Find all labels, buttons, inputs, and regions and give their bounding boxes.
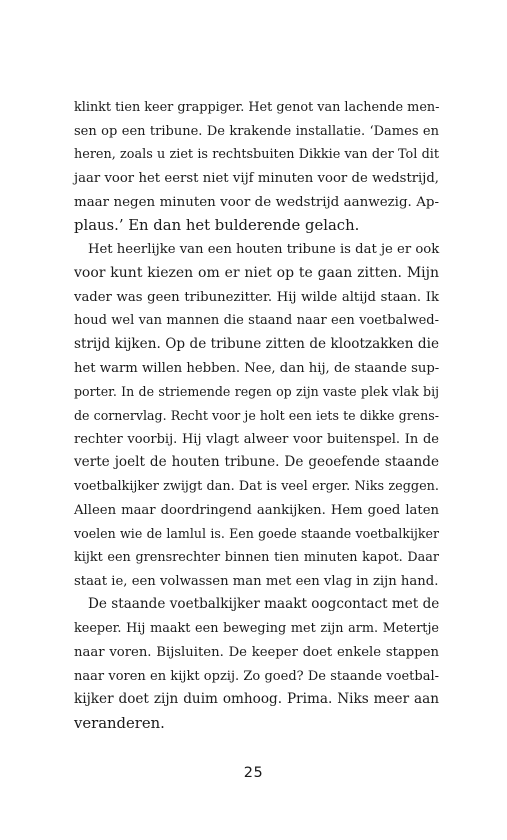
- text-line: verte joelt de houten tribune. De geoefende staande: [74, 454, 439, 471]
- text-line: veranderen.: [74, 714, 165, 732]
- text-line: Alleen maar doordringend aankijken. Hem goed laten: [74, 502, 439, 518]
- text-line: jaar voor het eerst niet vijf minuten voor de wedstrijd,: [74, 171, 439, 187]
- text-line: voor kunt kiezen om er niet op te gaan zitten. Mijn: [74, 264, 439, 281]
- text-line: maar negen minuten voor de wedstrijd aanwezig. Ap-: [74, 194, 439, 210]
- text-line: kijker doet zijn duim omhoog. Prima. Niks meer aan: [74, 691, 439, 708]
- text-line: rechter voorbij. Hij vlagt alweer voor buitenspel. In de: [74, 431, 439, 447]
- text-line: vader was geen tribunezitter. Hij wilde altijd staan. Ik: [74, 289, 439, 305]
- page-number: 25: [243, 765, 264, 781]
- text-line: keeper. Hij maakt een beweging met zijn arm. Metertje: [74, 621, 439, 637]
- text-line: De staande voetbalkijker maakt oogcontact met de: [88, 596, 440, 613]
- text-line: voetbalkijker zwijgt dan. Dat is veel erger. Niks zeggen.: [74, 479, 439, 494]
- text-line: Het heerlijke van een houten tribune is dat je er ook: [88, 242, 440, 258]
- text-line: kijkt een grensrechter binnen tien minuten kapot. Daar: [74, 550, 439, 566]
- text-line: heren, zoals u ziet is rechtsbuiten Dikkie van der Tol dit: [74, 147, 439, 163]
- text-line: naar voren. Bijsluiten. De keeper doet enkele stappen: [74, 644, 439, 660]
- body-text: [74, 96, 439, 736]
- text-line: het warm willen hebben. Nee, dan hij, de staande sup-: [74, 360, 440, 376]
- text-line: naar voren en kijkt opzij. Zo goed? De staande voetbal-: [74, 668, 439, 684]
- text-line: strijd kijken. Op de tribune zitten de klootzakken die: [74, 335, 439, 352]
- text-line: porter. In de striemende regen op zijn vaste plek vlak bij: [74, 384, 439, 400]
- text-line: staat ie, een volwassen man met een vlag in zijn hand.: [74, 573, 439, 589]
- text-line: plaus.’ En dan het bulderende gelach.: [74, 217, 360, 235]
- text-line: voelen wie de lamlul is. Een goede staande voetbalkijker: [74, 526, 439, 542]
- text-line: klinkt tien keer grappiger. Het genot van lachende men-: [74, 100, 440, 115]
- text-line: sen op een tribune. De krakende installatie. ‘Dames en: [74, 123, 439, 139]
- text-line: de cornervlag. Recht voor je holt een iets te dikke grens-: [74, 407, 439, 423]
- text-line: houd wel van mannen die staand naar een voetbalwed-: [74, 313, 439, 329]
